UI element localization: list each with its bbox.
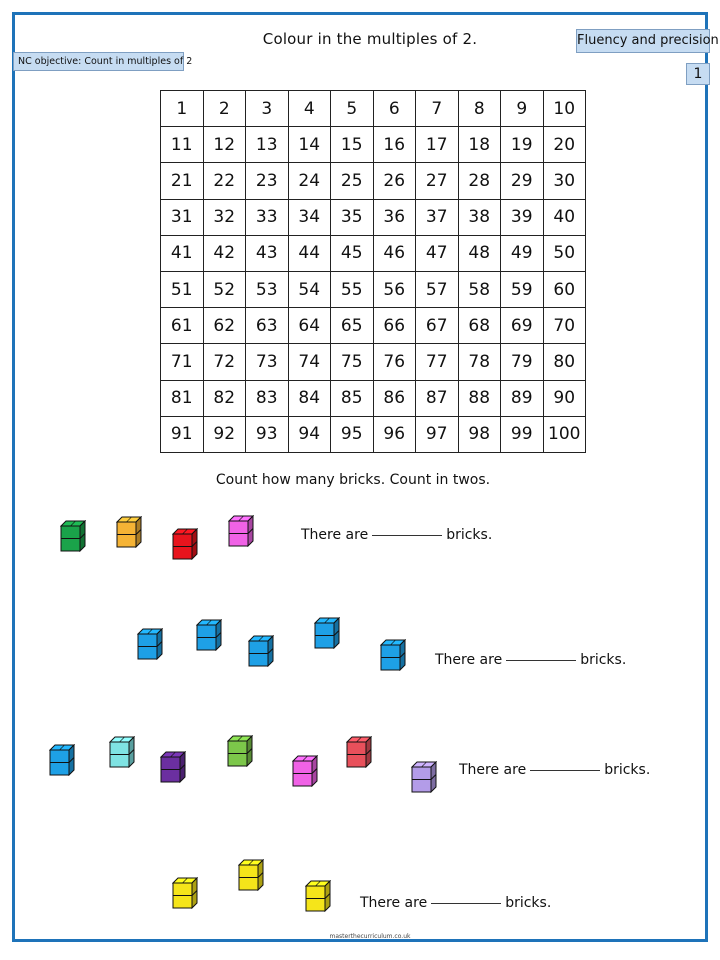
grid-cell[interactable]: 15: [331, 127, 374, 163]
sentence-end: bricks.: [505, 895, 552, 911]
sentence-start: There are: [301, 527, 369, 543]
grid-cell[interactable]: 75: [331, 344, 374, 380]
grid-row: [161, 344, 586, 380]
grid-cell[interactable]: 56: [373, 271, 416, 307]
grid-row: [161, 380, 586, 416]
brick-icon: [248, 635, 274, 667]
grid-cell[interactable]: 48: [458, 235, 501, 271]
brick-icon: [116, 516, 142, 548]
brick-icon: [305, 880, 331, 912]
grid-cell[interactable]: 12: [203, 127, 246, 163]
grid-cell[interactable]: 95: [331, 416, 374, 452]
brick-icon: [49, 744, 75, 776]
brick-icon: [314, 617, 340, 649]
grid-row: [161, 199, 586, 235]
grid-cell[interactable]: 71: [161, 344, 204, 380]
grid-cell[interactable]: 72: [203, 344, 246, 380]
grid-cell[interactable]: 30: [543, 163, 586, 199]
grid-cell[interactable]: 96: [373, 416, 416, 452]
grid-cell[interactable]: 66: [373, 308, 416, 344]
grid-cell[interactable]: 10: [543, 91, 586, 127]
grid-cell[interactable]: 99: [501, 416, 544, 452]
grid-cell[interactable]: 89: [501, 380, 544, 416]
grid-cell[interactable]: 84: [288, 380, 331, 416]
grid-cell[interactable]: 70: [543, 308, 586, 344]
grid-cell[interactable]: 69: [501, 308, 544, 344]
grid-cell[interactable]: 13: [246, 127, 289, 163]
grid-cell[interactable]: 29: [501, 163, 544, 199]
grid-cell[interactable]: 77: [416, 344, 459, 380]
grid-cell[interactable]: 7: [416, 91, 459, 127]
grid-cell[interactable]: 53: [246, 271, 289, 307]
answer-sentence-1: [301, 527, 492, 543]
sentence-start: There are: [459, 762, 527, 778]
grid-cell[interactable]: 26: [373, 163, 416, 199]
grid-cell[interactable]: 73: [246, 344, 289, 380]
grid-cell[interactable]: 83: [246, 380, 289, 416]
grid-cell[interactable]: 25: [331, 163, 374, 199]
grid-cell[interactable]: 54: [288, 271, 331, 307]
grid-cell[interactable]: 32: [203, 199, 246, 235]
grid-cell[interactable]: 41: [161, 235, 204, 271]
answer-blank[interactable]: [431, 903, 501, 904]
grid-row: [161, 127, 586, 163]
answer-blank[interactable]: [506, 660, 576, 661]
answer-blank[interactable]: [530, 770, 600, 771]
grid-cell[interactable]: 98: [458, 416, 501, 452]
grid-cell[interactable]: 47: [416, 235, 459, 271]
brick-icon: [172, 877, 198, 909]
grid-cell[interactable]: 31: [161, 199, 204, 235]
grid-cell[interactable]: 81: [161, 380, 204, 416]
grid-cell[interactable]: 21: [161, 163, 204, 199]
grid-cell[interactable]: 34: [288, 199, 331, 235]
brick-icon: [60, 520, 86, 552]
grid-cell[interactable]: 94: [288, 416, 331, 452]
grid-cell[interactable]: 88: [458, 380, 501, 416]
grid-cell[interactable]: 74: [288, 344, 331, 380]
brick-icon: [172, 528, 198, 560]
grid-cell[interactable]: 55: [331, 271, 374, 307]
grid-cell[interactable]: 18: [458, 127, 501, 163]
grid-cell[interactable]: 86: [373, 380, 416, 416]
brick-icon: [238, 859, 264, 891]
answer-sentence-4: [360, 895, 551, 911]
grid-cell[interactable]: 59: [501, 271, 544, 307]
grid-cell[interactable]: 92: [203, 416, 246, 452]
page-number: 1: [686, 63, 710, 85]
grid-cell[interactable]: 76: [373, 344, 416, 380]
grid-cell[interactable]: 20: [543, 127, 586, 163]
answer-sentence-2: [435, 652, 626, 668]
sentence-start: There are: [360, 895, 428, 911]
sentence-end: bricks.: [604, 762, 651, 778]
bricks-instruction: Count how many bricks. Count in twos.: [215, 472, 491, 488]
grid-cell[interactable]: 19: [501, 127, 544, 163]
grid-cell[interactable]: 1: [161, 91, 204, 127]
grid-cell[interactable]: 65: [331, 308, 374, 344]
grid-cell[interactable]: 45: [331, 235, 374, 271]
grid-cell[interactable]: 4: [288, 91, 331, 127]
grid-cell[interactable]: 38: [458, 199, 501, 235]
grid-cell[interactable]: 44: [288, 235, 331, 271]
grid-cell[interactable]: 97: [416, 416, 459, 452]
brick-icon: [137, 628, 163, 660]
grid-cell[interactable]: 82: [203, 380, 246, 416]
grid-cell[interactable]: 87: [416, 380, 459, 416]
grid-cell[interactable]: 27: [416, 163, 459, 199]
grid-cell[interactable]: 63: [246, 308, 289, 344]
brick-icon: [196, 619, 222, 651]
grid-cell[interactable]: 78: [458, 344, 501, 380]
hundred-square: [160, 90, 586, 453]
brick-icon: [160, 751, 186, 783]
grid-cell[interactable]: 62: [203, 308, 246, 344]
grid-cell[interactable]: 43: [246, 235, 289, 271]
grid-cell[interactable]: 35: [331, 199, 374, 235]
sentence-end: bricks.: [446, 527, 493, 543]
grid-cell[interactable]: 93: [246, 416, 289, 452]
grid-cell[interactable]: 67: [416, 308, 459, 344]
sentence-start: There are: [435, 652, 503, 668]
brick-icon: [228, 515, 254, 547]
grid-cell[interactable]: 51: [161, 271, 204, 307]
grid-cell[interactable]: 90: [543, 380, 586, 416]
grid-cell[interactable]: 2: [203, 91, 246, 127]
grid-cell[interactable]: 50: [543, 235, 586, 271]
grid-cell[interactable]: 60: [543, 271, 586, 307]
grid-cell[interactable]: 24: [288, 163, 331, 199]
grid-row: [161, 163, 586, 199]
fluency-badge: Fluency and precision: [576, 29, 710, 53]
grid-cell[interactable]: 36: [373, 199, 416, 235]
grid-cell[interactable]: 14: [288, 127, 331, 163]
grid-cell[interactable]: 5: [331, 91, 374, 127]
grid-cell[interactable]: 39: [501, 199, 544, 235]
page-title: Colour in the multiples of 2.: [262, 30, 478, 48]
grid-row: [161, 271, 586, 307]
brick-icon: [292, 755, 318, 787]
grid-row: [161, 235, 586, 271]
grid-row: [161, 308, 586, 344]
brick-icon: [346, 736, 372, 768]
grid-cell[interactable]: 6: [373, 91, 416, 127]
grid-row: [161, 91, 586, 127]
brick-icon: [380, 639, 406, 671]
grid-cell[interactable]: 49: [501, 235, 544, 271]
nc-objective-label: NC objective: Count in multiples of 2: [13, 52, 184, 71]
brick-icon: [109, 736, 135, 768]
grid-cell[interactable]: 17: [416, 127, 459, 163]
grid-cell[interactable]: 11: [161, 127, 204, 163]
grid-cell[interactable]: 57: [416, 271, 459, 307]
grid-cell[interactable]: 58: [458, 271, 501, 307]
grid-cell[interactable]: 80: [543, 344, 586, 380]
grid-cell[interactable]: 40: [543, 199, 586, 235]
grid-cell[interactable]: 68: [458, 308, 501, 344]
brick-icon: [227, 735, 253, 767]
grid-cell[interactable]: 23: [246, 163, 289, 199]
grid-cell[interactable]: 3: [246, 91, 289, 127]
grid-cell[interactable]: 46: [373, 235, 416, 271]
grid-row: [161, 416, 586, 452]
grid-cell[interactable]: 33: [246, 199, 289, 235]
grid-cell[interactable]: 79: [501, 344, 544, 380]
grid-cell[interactable]: 37: [416, 199, 459, 235]
brick-icon: [411, 761, 437, 793]
sentence-end: bricks.: [580, 652, 627, 668]
grid-cell[interactable]: 52: [203, 271, 246, 307]
grid-cell[interactable]: 22: [203, 163, 246, 199]
grid-cell[interactable]: 91: [161, 416, 204, 452]
grid-cell[interactable]: 100: [543, 416, 586, 452]
grid-cell[interactable]: 28: [458, 163, 501, 199]
footer-site: masterthecurriculum.co.uk: [329, 933, 411, 940]
grid-cell[interactable]: 85: [331, 380, 374, 416]
grid-cell[interactable]: 8: [458, 91, 501, 127]
answer-blank[interactable]: [372, 535, 442, 536]
grid-cell[interactable]: 42: [203, 235, 246, 271]
grid-cell[interactable]: 64: [288, 308, 331, 344]
grid-cell[interactable]: 9: [501, 91, 544, 127]
grid-cell[interactable]: 16: [373, 127, 416, 163]
answer-sentence-3: [459, 762, 650, 778]
grid-cell[interactable]: 61: [161, 308, 204, 344]
